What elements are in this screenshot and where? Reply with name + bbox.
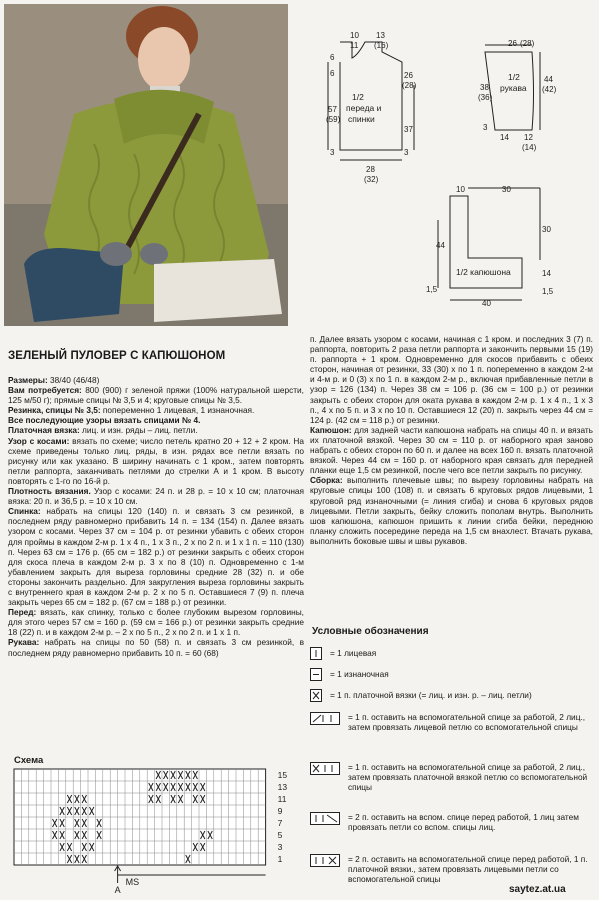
schem-sleeve-dim-38: 38 (480, 83, 489, 92)
cable-left-symbol-icon (310, 812, 340, 825)
schem-hood-dim-1-5b: 1,5 (542, 287, 554, 296)
purl-symbol-icon (310, 668, 322, 681)
paragraph-text: 800 (900) г зеленой пряжи (100% натуральной шерсти, 125 м/50 г); прямые спицы № 3,5 и 4; круговые спицы № 3,5. (8, 385, 304, 406)
paragraph-text: попеременно 1 лицевая, 1 изнаночная. (100, 405, 255, 416)
paragraph (8, 415, 304, 425)
paragraph (8, 607, 304, 637)
chart-grid (14, 769, 266, 865)
row-number: 9 (277, 806, 283, 816)
schem-sleeve-dim-12: 12 (524, 133, 533, 142)
paragraph (310, 475, 593, 546)
row-number: 13 (277, 782, 288, 792)
cable-right-symbol-icon (310, 712, 340, 725)
schem-body-dim-59: (59) (326, 115, 341, 124)
model-photo (4, 4, 288, 326)
row-number: 5 (277, 830, 283, 840)
knitting-chart (8, 765, 300, 900)
schem-body-dim-28b: 28 (366, 165, 375, 174)
schem-hood-dim-30b: 30 (542, 225, 551, 234)
schem-sleeve-dim-28: (28) (520, 39, 535, 48)
instructions-left-column (8, 375, 304, 658)
schem-sleeve-label-1: 1/2 (508, 72, 520, 82)
paragraph (8, 375, 304, 385)
schem-body-dim-32: (32) (364, 175, 379, 184)
schem-body-dim-3b: 3 (404, 148, 409, 157)
instructions-right-column (310, 334, 593, 546)
paragraph (8, 385, 304, 405)
row-number: 7 (277, 818, 283, 828)
paragraph-label: Узор с косами: (8, 435, 70, 446)
schem-hood-dim-30a: 30 (502, 185, 511, 194)
arrow-a-label: A (114, 885, 121, 895)
schem-body-dim-6b: 6 (330, 69, 335, 78)
legend-title: Условные обозначения (312, 626, 429, 637)
schem-hood-label: 1/2 капюшона (456, 267, 511, 277)
body-outline (340, 42, 402, 150)
schem-sleeve-dim-36: (36) (478, 93, 493, 102)
paragraph-text: Узор с косами: 24 п. и 28 р. = 10 х 10 см; платочная вязка: 20 п. и 36,5 р. = 10 х 10 см. (8, 486, 305, 507)
paragraph-text: набрать на спицы по 50 (58) п. и связать 3 см резинкой, в последнем ряду равномерно прибавить 10 п. = 60 (68) (8, 637, 304, 658)
row-number: 3 (277, 842, 283, 852)
schem-sleeve-dim-42: (42) (542, 85, 557, 94)
schem-sleeve-dim-14b: (14) (522, 143, 537, 152)
paragraph-label: Рукава: (8, 637, 40, 648)
paragraph-label: Сборка: (310, 475, 343, 486)
site-watermark: saytez.at.ua (509, 884, 566, 895)
paragraph-text: 38/40 (46/48) (47, 375, 100, 385)
schem-body-dim-28: (28) (402, 81, 417, 90)
schem-body-dim-26: 26 (404, 71, 413, 80)
ms-label: MS (125, 877, 140, 887)
paragraph-label: Вам потребуется: (8, 385, 82, 396)
paragraph (8, 436, 304, 486)
paragraph-label: Все последующие узоры вязать спицами № 4. (8, 415, 201, 426)
schem-hood-dim-40: 40 (482, 299, 491, 308)
schem-body-dim-13: 13 (376, 31, 385, 40)
cable-right-garter-symbol-icon (310, 762, 340, 775)
paragraph (310, 425, 593, 475)
paragraph-text: п. Далее вязать узором с косами, начиная с 1 кром. и последних 3 (7) п. раппорта, повторить 2 раза петли раппорта и закончить первыми 15 (19) п. раппорта + 1 кром. Одновременно для скосов прибавить с обеих сторон, начиная от резинки, 33 (30) х по 1 п. попеременно в каждом 2-м и 4-м р. и 0 (3) х по 1 п. в каждом 2-м р., включая прибавленные петли в узор = 126 (134) п. Через 38 см = 106 р. (36 см = 100 р.) от резинки закрыть с обеих сторон для оката рукава в каждом 2-м р. 1 х 4 п., 1 х 3 п., 4 х по 5 п. и 3 х по 10 п. Оставшиеся 12 (20) п. закрыть через 44 см = 124 р. (42 см = 118 р.) от резинки. (310, 334, 593, 425)
paragraph-text: набрать на спицы 120 (140) п. и связать 3 см резинкой, в последнем ряду равномерно прибавить 14 п. = 134 (154) п. Далее вязать узором с косами. Через 37 см = 104 р. от резинки убавить с обеих сторон для проймы в каждом 2-м р. 1 х 4 п., 1 х 3 п., 2 х по 2 п. и 1 х 1 п. = 110 (130) п. Через 63 см = 176 р. (65 см = 182 р.) от резинки закрыть с обеих сторон для скоса плеча в каждом 2-м р. 3 х по 8 (10) п. Одновременно с 1-м убавлением закрыть для выреза горловины средние 28 (32) п. и обе стороны закончить раздельно. Для закругления выреза горловины закрыть с внутреннего края в каждом 2-м р. 2 х по 5 п. Оставшиеся 7 (9) п. плеча закрыть через 65 см = 182 р. (67 см = 188 р.) от резинки. (8, 506, 304, 608)
schem-body-dim-57: 57 (328, 105, 337, 114)
page-title: ЗЕЛЕНЫЙ ПУЛОВЕР С КАПЮШОНОМ (8, 350, 226, 362)
paragraph (8, 425, 304, 435)
schem-body-label-3: спинки (348, 114, 375, 124)
knit-symbol-icon (310, 647, 322, 660)
schem-body-dim-11: 11 (350, 41, 359, 50)
paragraph (8, 637, 304, 657)
paragraph-label: Перед: (8, 607, 37, 618)
schem-body-dim-16: (16) (374, 41, 389, 50)
schem-hood-dim-14: 14 (542, 269, 551, 278)
paragraph-label: Капюшон: (310, 424, 352, 435)
row-number: 11 (277, 794, 287, 804)
schem-hood-dim-10: 10 (456, 185, 465, 194)
cable-left-garter-symbol-icon (310, 854, 340, 867)
garter-symbol-icon (310, 689, 322, 702)
paragraph (310, 334, 593, 425)
paragraph (8, 486, 304, 506)
schem-sleeve-label-2: рукава (500, 83, 527, 93)
schem-body-dim-6a: 6 (330, 53, 335, 62)
schem-body-label-2: переда и (346, 103, 382, 113)
schem-hood-dim-1-5a: 1,5 (426, 285, 438, 294)
schem-hood-dim-44: 44 (436, 241, 445, 250)
paragraph-label: Размеры: (8, 375, 48, 385)
schem-body-dim-10: 10 (350, 31, 359, 40)
paragraph-text: лиц. и изн. ряды – лиц. петли. (79, 425, 198, 436)
paragraph (8, 506, 304, 607)
pattern-schematics (290, 0, 599, 330)
paragraph-text: вязать, как спинку, только с более глубоким вырезом горловины, для этого через 57 см = 160 р. (59 см = 166 р.) от резинки закрыть средние 18 (22) п. и в каждом 2-м р. – 2 х по 5 п., 2 х по 2 п. и 1 х 1 п. (8, 607, 304, 638)
paragraph-label: Спинка: (8, 506, 41, 517)
schem-body-label-1: 1/2 (352, 92, 364, 102)
paragraph-text: вязать по схеме; число петель кратно 20 + 12 + 2 кром. На схеме приведены только лиц. ряды, в изн. рядах все петли вязать по рисунку или как указано. В ширину начинать с 1 кром., затем повторять петли раппорта, заканчивать петлями до стрелки А и 1 кром. В высоту повторять с 1-го по 16-й р. (8, 435, 304, 486)
paragraph-label: Платочная вязка: (8, 425, 80, 436)
schem-sleeve-dim-14: 14 (500, 133, 509, 142)
paragraph-label: Резинка, спицы № 3,5: (8, 405, 101, 416)
paragraph-text: выполнить плечевые швы; по вырезу горловины набрать на круговые спицы 100 (108) п. и связать 6 круговых рядов лицевыми, 1 круговой ряд изнаночными (= линия сгиба) и снова 6 круговых рядов лицевыми. Петли закрыть, бейку сложить пополам внутрь. Выполнить шов капюшона, капюшон пришить к линии сгиба бейки, переднюю планку сложить посередине переда на 1,5 см внахлест. Втачать рукава, выполнить боковые швы и швы рукавов. (310, 475, 593, 546)
chart-title: Схема (14, 755, 44, 766)
schem-sleeve-dim-26: 26 (508, 39, 517, 48)
paragraph-label: Плотность вязания. (8, 486, 91, 497)
schem-body-dim-37: 37 (404, 125, 413, 134)
paragraph (8, 405, 304, 415)
paragraph-text: для задней части капюшона набрать на спицы 40 п. и вязать их платочной вязкой. Через 30 см = 110 р. от наборного края заново набрать с обеих сторон по 60 п. и далее на всех 160 п. вязать платочной вязкой. Через 44 см = 160 р. от наборного края связать для передней планки еще 1,5 см резинкой, после чего все петли закрыть по рисунку. (310, 424, 593, 476)
row-number: 15 (277, 770, 288, 780)
row-number: 1 (277, 854, 283, 864)
page: 10 11 13 (16) 6 6 26 (28) 57 (59) 37 3 3 28 (32) 1/2 переда и спинки 26 (28) 38 (36) 44 (42) 3 14 12 (14) 1/2 рукава 10 30 30 44 14 1,5 1,5 40 1/2 капюшона ЗЕЛЕНЫЙ ПУЛОВЕР С КАПЮШОНОМ Размеры: 38/40 (46/48) Вам потребуется: 800 (900) г зеленой пряжи (100% натуральной шерсти, 125 м/50 г); прямые спицы № 3,5 и 4; круговые спицы № 3,5. Резинка, спицы № 3,5: попеременно 1 лицевая, 1 изнаночная. Все последующие узоры вязать спицами № 4. Платочная вязка: лиц. и изн. ряды – лиц. петли. Узор с косами: вязать по схеме; число петель кратно 20 + 12 + 2 кром. На схеме приведены только лиц. ряды, в изн. рядах все петли вязать по рисунку или как указано. В ширину начинать с 1 кром., затем повторять петли раппорта, заканчивать петлями до стрелки А и 1 кром. В высоту повторять с 1-го по 16-й р. Плотность вязания. Узор с косами: 24 п. и 28 р. = 10 х 10 см; платочная вязка: 20 п. и 36,5 р. = 10 х 10 см. Спинка: набрать на спицы 120 (140) п. и связать 3 см резинкой, в последнем ряду равномерно прибавить 14 п. = 134 (154) п. Далее вязать узором с косами. Через 37 см = 104 р. от резинки убавить с обеих сторон для проймы в каждом 2-м р. 1 х 4 п., 1 х 3 п., 2 х по 2 п. и 1 х 1 п. = 110 (130) п. Через 63 см = 176 р. (65 см = 182 р.) от резинки закрыть с обеих сторон для скоса плеча в каждом 2-м р. 3 х по 8 (10) п. Одновременно с 1-м убавлением закрыть для выреза горловины средние 28 (32) п. и обе стороны закончить раздельно. Для закругления выреза горловины закрыть с внутреннего края в каждом 2-м р. 2 х по 5 п. Оставшиеся 7 (9) п. плеча закрыть через 65 см = 182 р. (67 см = 188 р.) от резинки. Перед: вязать, как спинку, только с более глубоким вырезом горловины, для этого через 57 см = 160 р. (59 см = 166 р.) от резинки закрыть средние 18 (22) п. и в каждом 2-м р. – 2 х по 5 п., 2 х по 2 п. и 1 х 1 п. Рукава: набрать на спицы по 50 (58) п. и связать 3 см резинкой, в последнем ряду равномерно прибавить 10 п. = 60 (68) п. Далее вязать узором с косами, начиная с 1 кром. и последних 3 (7) п. раппорта, повторить 2 раза петли раппорта и закончить первыми 15 (19) п. раппорта + 1 кром. Одновременно для скосов прибавить с обеих сторон, начиная от резинки, 33 (30) х по 1 п. попеременно в каждом 2-м и 4-м р. и 0 (3) х по 1 п. в каждом 2-м р., включая прибавленные петли в узор = 126 (134) п. Через 38 см = 106 р. (36 см = 100 р.) от резинки закрыть с обеих сторон для оката рукава в каждом 2-м р. 1 х 4 п., 1 х 3 п., 4 х по 5 п. и 3 х по 10 п. Оставшиеся 12 (20) п. закрыть через 44 см = 124 р. (42 см = 118 р.) от резинки. Капюшон: для задней части капюшона набрать на спицы 40 п. и вязать их платочной вязкой. Через 30 см = 110 р. от наборного края заново набрать с обеих сторон по 60 п. и далее на всех 160 п. вязать платочной вязкой. Через 44 см = 160 р. от наборного края связать для передней планки еще 1,5 см резинкой, после чего все петли закрыть по рисунку. Сборка: выполнить плечевые швы; по вырезу горловины набрать на круговые спицы 100 (108) п. и связать 6 круговых рядов лицевыми, 1 круговой ряд изнаночными (= линия сгиба) и снова 6 круговых рядов лицевыми. Петли закрыть, бейку сложить пополам внутрь. Выполнить шов капюшона, капюшон пришить к линии сгиба бейки, переднюю планку сложить посередине переда на 1,5 см внахлест. Втачать рукава, выполнить боковые швы и швы рукавов. Условные обозначения = 1 лицевая = 1 изнаночная = 1 п. платочной вязки (= лиц. и изн. р. – лиц. петли) = 1 п. оставить на вспомогательной спице за работой, 2 лиц., затем провязать лицевой петлю со вспомогательной спицы = 1 п. оставить на вспомогательной спице за работой, 2 лиц., затем провязать платочной вязкой петлю со вспомогательной спицы = 2 п. оставить на вспом. спице перед работой, 1 лиц затем провязать петли со вспом. спицы лиц. = 2 п. оставить на вспомогательной спице перед работой, 1 п. платочной вязки., затем провязать лицевыми петли со вспомогательной спицы Схема 15 13 11 9 7 5 3 1 A MS saytez.at.ua (0, 0, 599, 900)
schem-sleeve-dim-3: 3 (483, 123, 488, 132)
schem-sleeve-dim-44: 44 (544, 75, 553, 84)
schem-body-dim-3a: 3 (330, 148, 335, 157)
